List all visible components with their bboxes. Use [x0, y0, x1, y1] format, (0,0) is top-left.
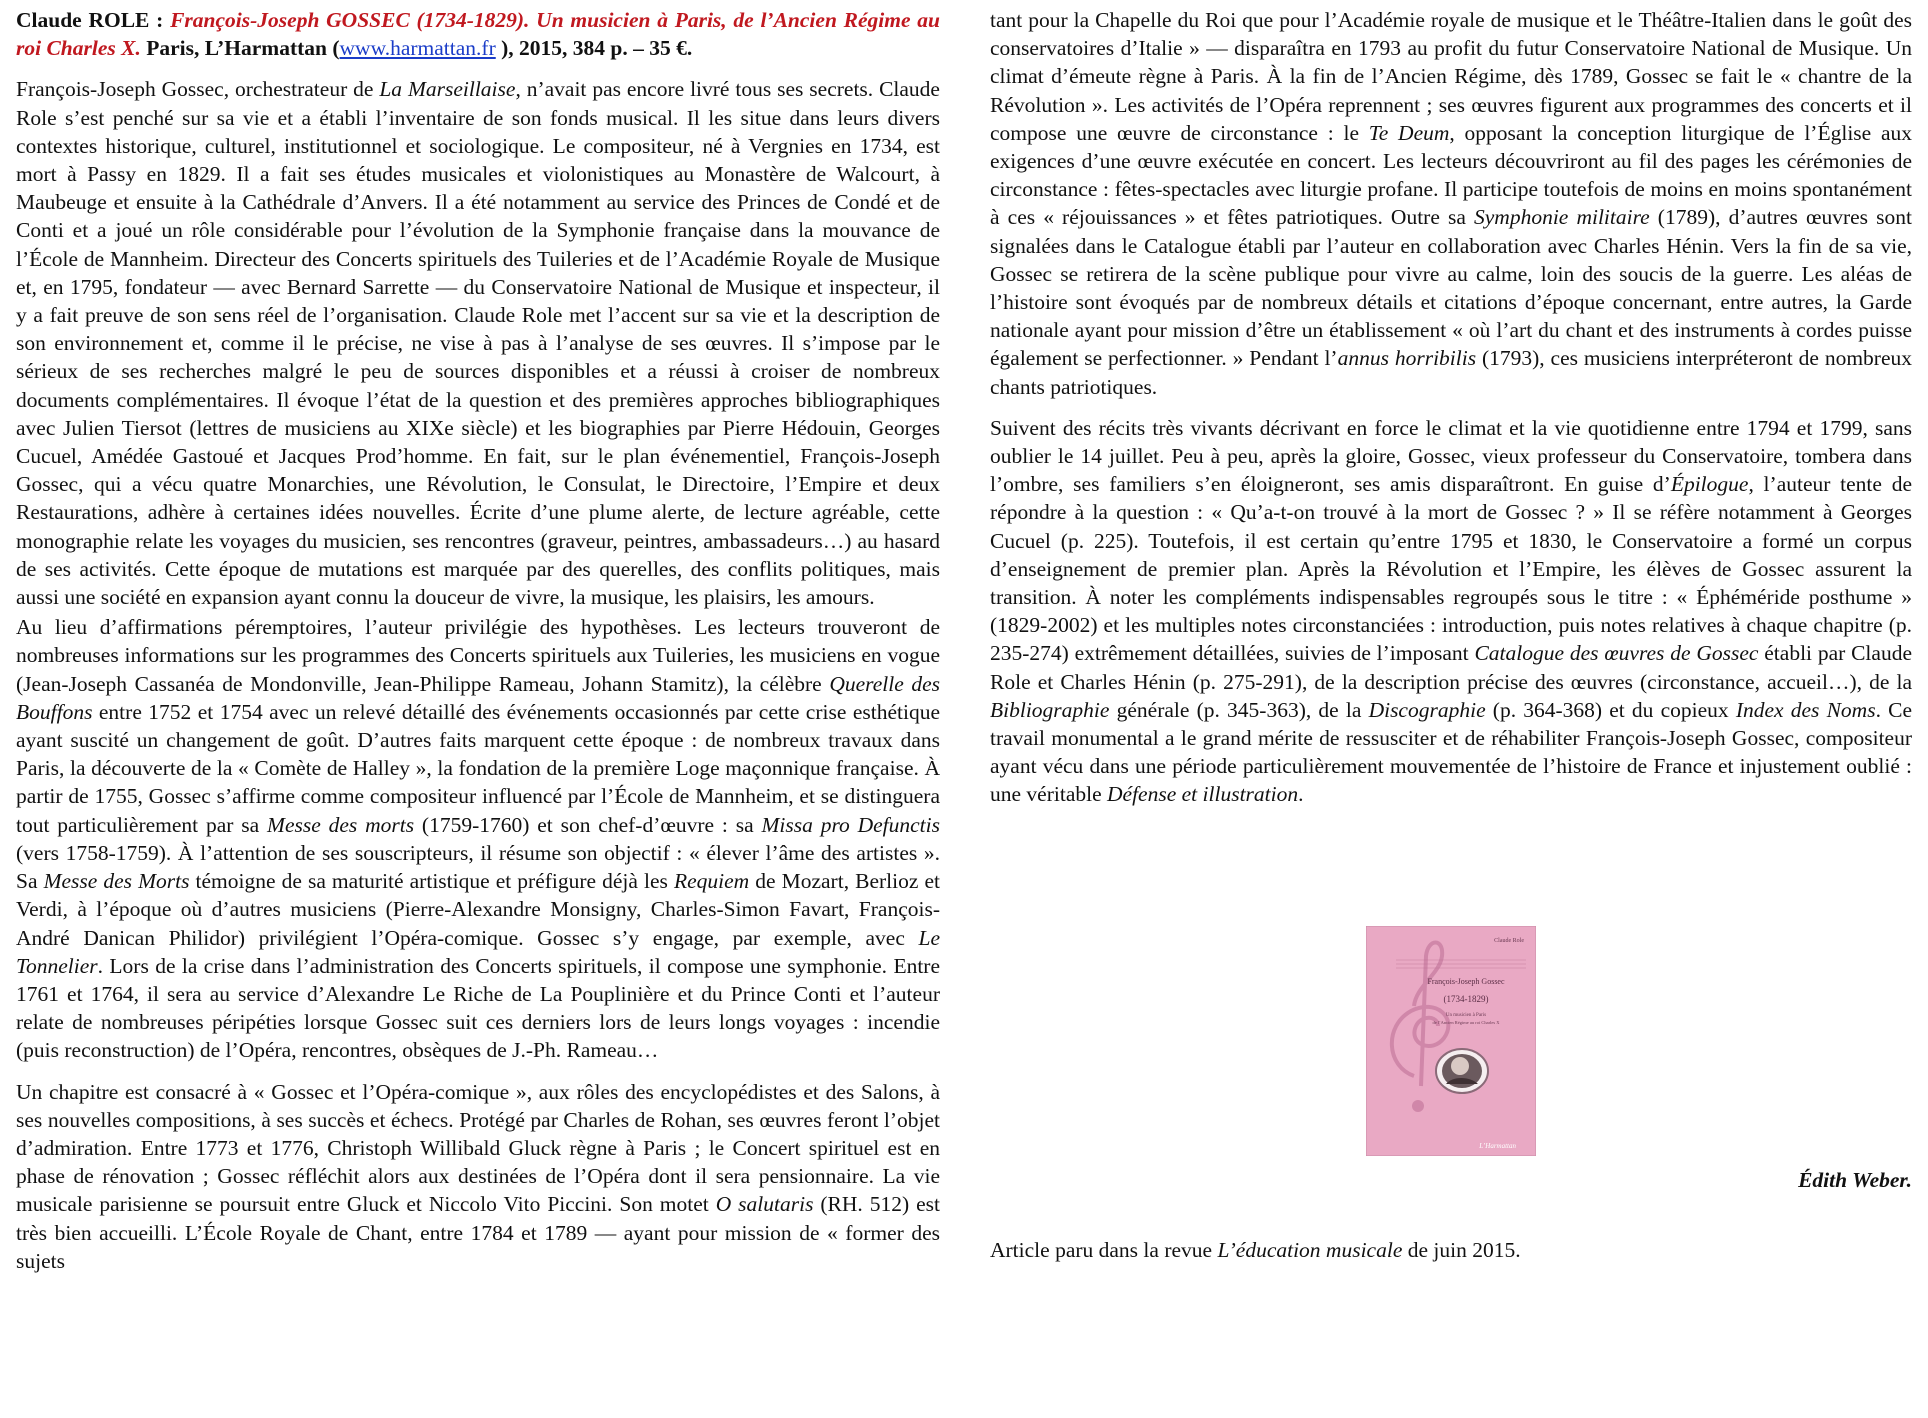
paragraph-2: Au lieu d’affirmations péremptoires, l’auteur privilégie des hypothèses. Les lecteurs trouveront de nombreuses informations sur les programmes des Concerts spirituels aux Tuileries, les musiciens en vogue (Jean-Joseph Cassanéa de Mondonville, Jean-Philippe Rameau, Johann Stamitz), la célèbre Querelle des Bouffons entre 1752 et 1754 avec un relevé détaillé des événements occasionnés par cette crise esthétique ayant suscité un changement de goût. D’autres faits marquent cette époque : de nombreux travaux dans Paris, la découverte de la « Comète de Halley », la fondation de la première Loge maçonnique française. À partir de 1755, Gossec s’affirme comme compositeur influencé par l’École de Mannheim, et se distinguera tout particulièrement par sa Messe des morts (1759-1760) et son chef-d’œuvre : sa Missa pro Defunctis (vers 1758-1759). À l’attention de ses souscripteurs, il résume son objectif : « élever l’âme des artistes ». Sa Messe des Morts témoigne de sa maturité artistique et préfigure déjà les Requiem de Mozart, Berlioz et Verdi, à l’époque où d’autres musiciens (Pierre-Alexandre Monsigny, Charles-Simon Favart, François-André Danican Philidor) privilégient l’Opéra-comique. Gossec s’y engage, par exemple, avec Le Tonnelier. Lors de la crise dans l’administration des Concerts spirituels, il compose une symphonie. Entre 1761 et 1764, il sera au service d’Alexandre Le Riche de La Pouplinière et du Prince Conti et l’auteur relate de nombreuses péripéties lorsque Gossec suit ces derniers lors de leurs longs voyages : incendie (puis reconstruction) de l’Opéra, rencontres, obsèques de J.-Ph. Rameau… [16, 615, 940, 1063]
cover-title: François-Joseph Gossec [1427, 977, 1505, 986]
cover-publisher: L’Harmattan [1479, 1142, 1516, 1150]
paragraph-4: tant pour la Chapelle du Roi que pour l’Académie royale de musique et le Théâtre-Italien dans le goût des conservatoires d’Italie » — disparaîtra en 1793 au profit du futur Conservatoire National de Musique. Un climat d’émeute règne à Paris. À la fin de l’Ancien Régime, dès 1789, Gossec se fait le « chantre de la Révolution ». Les activités de l’Opéra reprennent ; ses œuvres figurent aux programmes des concerts et il compose une œuvre de circonstance : le Te Deum, opposant la conception liturgique de l’Église aux exigences d’une œuvre exécutée en concert. Les lecteurs découvriront au fil des pages les cérémonies de circonstance : fêtes-spectacles avec liturgie profane. Il participe toutefois de moins en moins spontanément à ces « réjouissances » et fêtes patriotiques. Outre sa Symphonie militaire (1789), d’autres œuvres sont signalées dans le Catalogue établi par l’auteur en collaboration avec Charles Hénin. Vers la fin de sa vie, Gossec se retirera de la scène publique pour vivre au calme, loin des soucis de la guerre. Les aléas de l’histoire sont évoqués par de nombreux détails et citations d’époque concernant, entre autres, la Garde nationale ayant pour mission d’être un établissement « où l’art du chant et des instruments à cordes puisse également se perfectionner. » Pendant l’annus horribilis (1793), ces musiciens interpréteront de nombreux chants patriotiques. [990, 8, 1913, 399]
book-title: François-Joseph GOSSEC (1734-1829). Un musicien à Paris, de l’Ancien Régime au roi Charles X. [16, 8, 940, 61]
paragraph-5: Suivent des récits très vivants décrivant en force le climat et la vie quotidienne entre 1794 et 1799, sans oublier le 14 juillet. Peu à peu, après la gloire, Gossec, vieux professeur du Conservatoire, tombera dans l’ombre, ses familiers s’en éloigneront, ses amis disparaîtront. En guise d’Épilogue, l’auteur tente de répondre à la question : « Qu’a-t-on trouvé à la mort de Gossec ? » Il se réfère notamment à Georges Cucuel (p. 225). Toutefois, il est certain qu’entre 1795 et 1830, le Conservatoire a formé un corpus d’enseignement de premier plan. Après la Révolution et l’Empire, les élèves de Gossec assurent la transition. À noter les compléments indispensables regroupés sous le titre : « Éphéméride posthume » (1829-2002) et les multiples notes circonstanciées : introduction, puis notes relatives à chaque chapitre (p. 235-274) extrêmement détaillées, suivies de l’imposant Catalogue des œuvres de Gossec établi par Claude Role et Charles Hénin (p. 275-291), de la description précise des œuvres (circonstance, accueil…), de la Bibliographie générale (p. 345-363), de la Discographie (p. 364-368) et du copieux Index des Noms. Ce travail monumental a le grand mérite de ressusciter et de réhabiliter François-Joseph Gossec, compositeur ayant vécu dans une période particulièrement mouvementée de l’histoire de France et injustement oublié : une véritable Défense et illustration. [990, 415, 1912, 807]
right-column [990, 6, 1912, 809]
paragraph-1: François-Joseph Gossec, orchestrateur de La Marseillaise, n’avait pas encore livré tous ses secrets. Claude Role s’est penché sur sa vie et a établi l’inventaire de son fonds musical. Il les situe dans leurs divers contextes historique, culturel, institutionnel et sociologique. Le compositeur, né à Vergnies en 1734, est mort à Passy en 1829. Il a fait ses études musicales et violonistiques au Monastère de Walcourt, à Maubeuge et ensuite à la Cathédrale d’Anvers. Il a été notamment au service des Princes de Condé et de Conti et a joué un rôle considérable pour l’évolution de la Symphonie française dans la mouvance de l’École de Mannheim. Directeur des Concerts spirituels des Tuileries et de l’Académie Royale de Musique et, en 1795, fondateur — avec Bernard Sarrette — du Conservatoire National de Musique et inspecteur, il y a fait preuve de son sens réel de l’organisation. Claude Role met l’accent sur sa vie et la description de son environnement et, comme il le précise, ne vise à pas à l’analyse de ses œuvres. Il s’impose par le sérieux de ses recherches malgré le peu de sources disponibles et a réussi à croiser de nombreux documents complémentaires. Il évoque l’état de la question et des premières approches bibliographiques avec Julien Tiersot (lettres de musiciens au XIXe siècle) et les biographies par Pierre Hédouin, Georges Cucuel, Amédée Gastoué et Jacques Prod’homme. En fait, sur le plan événementiel, François-Joseph Gossec, qui a vécu quatre Monarchies, une Révolution, le Consulat, le Directoire, l’Empire et deux Restaurations, adhère à certaines idées nouvelles. Écrite d’une plume alerte, de lecture agréable, cette monographie relate les voyages du musicien, ses rencontres (graveur, peintres, ambassadeurs…) au hasard de ses activités. Cette époque de mutations est marquée par des querelles, des conflits politiques, mais aussi une société en expansion ayant connu la douceur de vivre, la musique, les plaisirs, les amours. [16, 77, 940, 610]
price-info: ), 2015, 384 p. – 35 €. [495, 36, 693, 61]
publisher-link[interactable]: www.harmattan.fr [339, 36, 496, 61]
cover-dates: (1734-1829) [1443, 994, 1489, 1004]
cover-subtitle-1: Un musicien à Paris [1445, 1013, 1487, 1018]
book-cover-image [1366, 926, 1536, 1156]
portrait-medallion [1436, 1049, 1488, 1093]
publication-note: Article paru dans la revue L’éducation musicale de juin 2015. [990, 1238, 1521, 1262]
review-header: Claude ROLE : François-Joseph GOSSEC (1734-1829). Un musicien à Paris, de l’Ancien Régime au roi Charles X. Paris, L’Harmattan (www.harmattan.fr ), 2015, 384 p. – 35 €. [16, 8, 940, 61]
cover-author: Claude Role [1494, 938, 1524, 944]
cover-subtitle-2: de l’Ancien Régime au roi Charles X [1432, 1020, 1500, 1025]
book-cover-svg [1366, 926, 1536, 1156]
left-column [16, 6, 940, 1275]
paragraph-3: Un chapitre est consacré à « Gossec et l’Opéra-comique », aux rôles des encyclopédistes et des Salons, à ses nouvelles compositions, à ses succès et échecs. Protégé par Charles de Rohan, ses œuvres feront l’objet d’admiration. Entre 1773 et 1776, Christoph Willibald Gluck règne à Paris ; le Concert spirituel est en phase de rénovation ; Gossec réfléchit alors aux destinées de l’Opéra dont il sera pensionnaire. La vie musicale parisienne se poursuit entre Gluck et Niccolo Vito Piccini. Son motet O salutaris (RH. 512) est très bien accueilli. L’École Royale de Chant, entre 1784 et 1789 — ayant pour mission de « former des sujets [16, 1079, 940, 1273]
review-signature: Édith Weber. [1798, 1168, 1912, 1192]
publisher-info: Paris, L’Harmattan ( [140, 36, 340, 61]
book-author: Claude ROLE [16, 8, 150, 32]
